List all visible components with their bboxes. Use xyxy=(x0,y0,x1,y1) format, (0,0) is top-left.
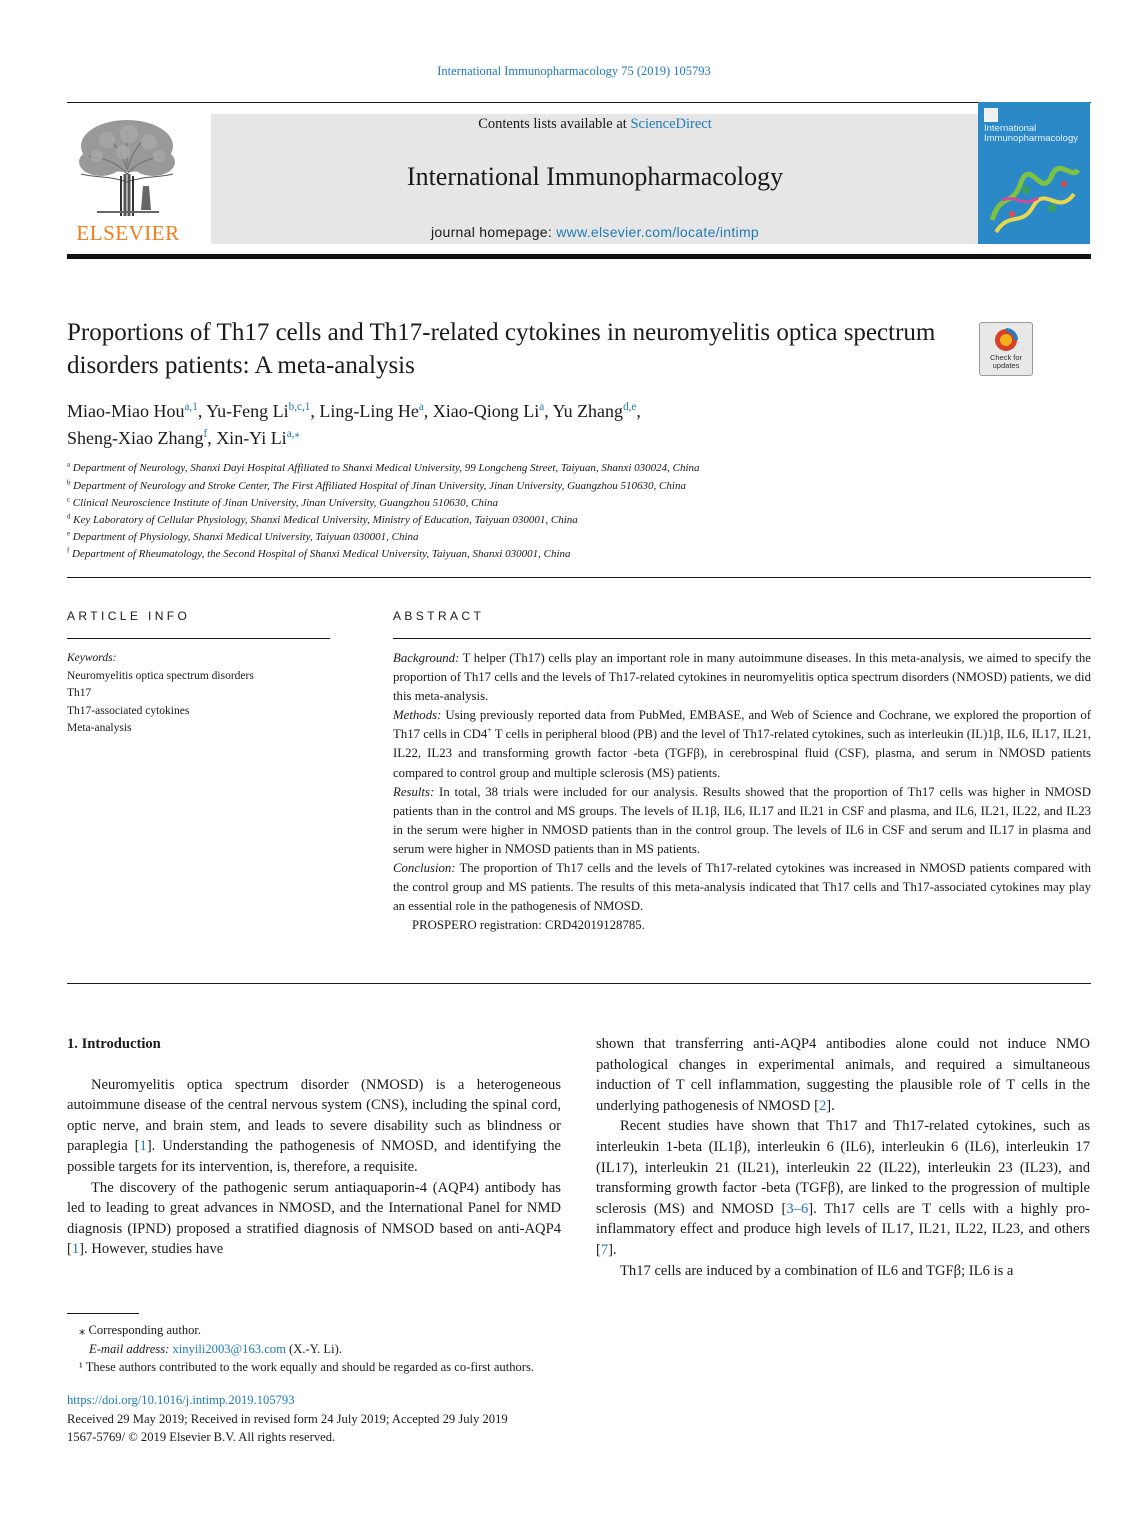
article-meta xyxy=(67,1391,1067,1447)
cover-title-line1: International xyxy=(984,123,1037,134)
journal-homepage-line xyxy=(211,224,979,240)
body-paragraph xyxy=(596,1116,1090,1260)
homepage-link[interactable]: www.elsevier.com/locate/intimp xyxy=(556,224,759,240)
introduction-heading: 1. Introduction xyxy=(67,1036,161,1052)
header-thick-rule xyxy=(67,254,1091,259)
sciencedirect-link[interactable]: ScienceDirect xyxy=(630,116,712,132)
check-updates-icon xyxy=(993,327,1019,353)
affiliation-text: Clinical Neuroscience Institute of Jinan University, Jinan University, Guangzhou 510630, China xyxy=(72,497,498,509)
author xyxy=(319,401,432,421)
affiliation-key: d xyxy=(67,513,71,521)
body-paragraph xyxy=(67,1178,561,1260)
body-left-column xyxy=(67,1034,561,1260)
author-name: Yu Zhang xyxy=(552,401,624,421)
author-affiliation-mark[interactable]: b,c,1 xyxy=(288,401,311,413)
methods-text-cont: T cells in peripheral blood (PB) and the level of Th17-related cytokines, such as interleukin (IL)1β, IL6, IL17, IL21, IL22, IL23 and transforming growth factor -beta (TGFβ), in cerebrospinal fluid (CSF), plasma, and serum in NMOSD patients compared to control group and multiple sclerosis (MS) patients. xyxy=(393,727,1091,780)
check-updates-label xyxy=(980,354,1032,370)
paragraph-text: ]. However, studies have xyxy=(79,1241,224,1258)
author-name: Miao-Miao Hou xyxy=(67,401,185,421)
affiliation-text: Department of Rheumatology, the Second Hospital of Shanxi Medical University, Taiyuan, Shanxi 030001, China xyxy=(72,548,571,560)
footnotes xyxy=(67,1321,1067,1377)
body-right-column xyxy=(596,1034,1090,1281)
author xyxy=(216,428,300,448)
methods-superscript: + xyxy=(487,726,492,736)
abstract-end-rule xyxy=(67,983,1091,984)
abstract-methods xyxy=(393,706,1091,782)
author-affiliation-mark[interactable]: a,1 xyxy=(184,401,198,413)
corresponding-author-note: ⁎ Corresponding author. xyxy=(79,1323,202,1337)
author-separator: , xyxy=(310,401,320,421)
affiliation-text: Department of Neurology, Shanxi Dayi Hospital Affiliated to Shanxi Medical University, 99 Longcheng Street, Taiyuan, Shanxi 030024, China xyxy=(72,462,700,474)
author-name: Ling-Ling He xyxy=(319,401,419,421)
paragraph-text: ]. Th17 cells are T cells with a highly pro-inflammatory effect and produce high levels of IL17, IL21, IL22, IL23, and others [ xyxy=(596,1200,1091,1258)
keywords-block xyxy=(67,650,330,738)
affiliation-key: f xyxy=(67,547,70,555)
paragraph-text: Recent studies have shown that Th17 and Th17-related cytokines, such as interleukin 1-beta (IL1β), interleukin 6 (IL6), interleukin 6 (IL6), interleukin 17 (IL17), interleukin 21 (IL21), interleukin 22 (IL22), interleukin 23 (IL23), and transforming growth factor -beta (TGFβ), are linked to the progression of multiple sclerosis (MS) and NMOSD [ xyxy=(596,1118,1090,1217)
check-for-updates-button[interactable] xyxy=(979,322,1033,376)
paragraph-text: ]. Understanding the pathogenesis of NMOSD, and identifying the possible targets for its intervention, is, therefore, a requisite. xyxy=(67,1138,561,1175)
elsevier-tree-icon xyxy=(67,112,189,218)
author-list xyxy=(67,398,967,452)
header-rule xyxy=(67,102,1091,103)
email-note xyxy=(67,1340,1067,1359)
paragraph-text: shown that transferring anti-AQP4 antibodies alone could not induce NMO pathological changes in experimental animals, and required a simultaneous induction of T cell inflammation, suggesting the plausible role of T cells in the underlying pathogenesis of NMOSD [ xyxy=(596,1036,1090,1114)
affiliation-key: a xyxy=(67,461,71,469)
email-suffix: (X.-Y. Li). xyxy=(285,1341,342,1356)
author-affiliation-mark[interactable]: f xyxy=(203,428,208,440)
abstract-rule xyxy=(393,638,1091,639)
abstract-background xyxy=(393,649,1091,706)
methods-label: Methods: xyxy=(393,708,442,723)
reference-link[interactable]: 1 xyxy=(139,1138,147,1155)
conclusion-text: The proportion of Th17 cells and the levels of Th17-related cytokines was increased in NMOSD patients compared with the control group and MS patients. The results of this meta-analysis indicated that Th17 cells and Th17-associated cytokines may play an essential role in the pathogenesis of NMOSD. xyxy=(393,861,1091,914)
journal-cover-image xyxy=(978,102,1090,244)
journal-citation[interactable]: International Immunopharmacology 75 (2019) 105793 xyxy=(437,64,711,78)
affiliation xyxy=(67,547,1067,561)
author xyxy=(433,401,553,421)
cover-title-line2: Immunopharmacology xyxy=(984,133,1078,144)
publisher-name: ELSEVIER xyxy=(76,221,180,245)
background-text: T helper (Th17) cells play an important role in many autoimmune diseases. In this meta-analysis, we aimed to specify the proportion of Th17 cells and the levels of Th17-related cytokines in neuromyelitis optica spectrum disorders (NMOSD) patients, we did this meta-analysis. xyxy=(393,651,1091,704)
reference-link[interactable]: 2 xyxy=(818,1097,827,1114)
abstract-body xyxy=(393,649,1091,935)
doi-link[interactable]: https://doi.org/10.1016/j.intimp.2019.105793 xyxy=(67,1393,295,1407)
affiliation-key: b xyxy=(67,479,71,487)
paragraph-text: ]. xyxy=(826,1097,835,1114)
keywords-label: Keywords: xyxy=(67,652,117,664)
affiliation xyxy=(67,461,1067,475)
reference-link[interactable]: 7 xyxy=(600,1241,609,1258)
author-separator: , xyxy=(544,401,553,421)
article-info-heading: ARTICLE INFO xyxy=(67,609,191,623)
keyword: Meta-analysis xyxy=(67,722,132,734)
contents-available-line xyxy=(211,116,979,133)
author-affiliation-mark[interactable]: a xyxy=(418,401,424,413)
keyword: Th17 xyxy=(67,687,92,699)
author-separator: , xyxy=(423,401,433,421)
abstract-conclusion xyxy=(393,859,1091,916)
prospero-registration: PROSPERO registration: CRD42019128785. xyxy=(412,918,645,933)
affiliation xyxy=(67,513,1067,527)
affiliation-text: Department of Neurology and Stroke Center, The First Affiliated Hospital of Jinan University, Jinan University, Guangzhou 510630, China xyxy=(73,480,686,492)
author-affiliation-mark[interactable]: a xyxy=(539,401,545,413)
results-label: Results: xyxy=(393,784,435,799)
author-affiliation-mark[interactable]: a,⁎ xyxy=(286,428,301,440)
cover-emblem-icon xyxy=(984,108,998,122)
affiliation-key: c xyxy=(67,496,71,504)
affiliation xyxy=(67,496,1067,510)
elsevier-logo xyxy=(67,112,189,246)
keyword: Neuromyelitis optica spectrum disorders xyxy=(67,669,254,682)
author-name: Sheng-Xiao Zhang xyxy=(67,428,204,448)
author-separator: , xyxy=(207,428,217,448)
conclusion-label: Conclusion: xyxy=(393,861,456,876)
author-separator: , xyxy=(197,401,207,421)
section-rule xyxy=(67,577,1091,578)
journal-masthead xyxy=(211,114,979,244)
email-label: E-mail address: xyxy=(89,1341,173,1356)
footnote-rule xyxy=(67,1313,139,1314)
contents-prefix: Contents lists available at xyxy=(478,116,631,132)
author xyxy=(67,401,206,421)
copyright-line: 1567-5769/ © 2019 Elsevier B.V. All rights reserved. xyxy=(67,1430,336,1444)
affiliation-text: Department of Physiology, Shanxi Medical University, Taiyuan 030001, China xyxy=(72,531,419,543)
article-title: Proportions of Th17 cells and Th17-related cytokines in neuromyelitis optica spectrum disorders patients: A meta-analysis xyxy=(67,319,936,379)
paragraph-text: The discovery of the pathogenic serum antiaquaporin-4 (AQP4) antibody has led to leading to great advances in NMOSD, and the International Panel for NMD diagnosis (IPND) proposed a stratified diagnosis of NMSOD based on anti-AQP4 [ xyxy=(67,1179,561,1258)
paragraph-text: Neuromyelitis optica spectrum disorder (NMOSD) is a heterogeneous autoimmune disease of the central nervous system (CNS), including the spinal cord, optic nerve, and brain stem, and leads to severe disability such as blindness or paraplegia [ xyxy=(67,1076,561,1155)
protein-structure-icon xyxy=(982,150,1086,240)
author xyxy=(206,401,319,421)
affiliation xyxy=(67,479,1067,493)
author-name: Xin-Yi Li xyxy=(216,428,287,448)
abstract-results xyxy=(393,783,1091,859)
co-first-author-note: ¹ These authors contributed to the work equally and should be regarded as co-first authors. xyxy=(79,1360,535,1374)
cover-title xyxy=(984,124,1078,144)
author-name: Yu-Feng Li xyxy=(206,401,289,421)
received-dates: Received 29 May 2019; Received in revised form 24 July 2019; Accepted 29 July 2019 xyxy=(67,1411,508,1426)
body-paragraph: Th17 cells are induced by a combination of IL6 and TGFβ; IL6 is a xyxy=(620,1262,1014,1279)
results-text: In total, 38 trials were included for our analysis. Results showed that the proportion of Th17 cells was higher in NMOSD patients than in the control and MS groups. The levels of IL1β, IL6, IL17 and IL21 in CSF and plasma, and IL6, IL21, IL22, and IL23 in the serum were higher in NMOSD patients than in the control group. The levels of IL6 in CSF and serum and IL17 in plasma and serum were higher in NMOSD patients than in MS patients. xyxy=(393,784,1091,856)
author-separator: , xyxy=(636,401,641,421)
article-info-rule xyxy=(67,638,330,639)
homepage-prefix: journal homepage: xyxy=(430,224,557,240)
author-name: Xiao-Qiong Li xyxy=(432,401,540,421)
affiliation xyxy=(67,530,1067,544)
email-link[interactable]: xinyili2003@163.com xyxy=(172,1341,286,1356)
abstract-heading: ABSTRACT xyxy=(393,609,485,623)
methods-text: Using previously reported data from PubMed, EMBASE, and Web of Science and Cochrane, we explored the proportion of Th17 cells in CD4 xyxy=(393,708,1091,742)
check-updates-line1: Check for xyxy=(989,353,1023,362)
reference-link[interactable]: 3–6 xyxy=(786,1200,809,1217)
author-affiliation-mark[interactable]: d,e xyxy=(623,401,637,413)
body-paragraph xyxy=(596,1034,1090,1116)
reference-link[interactable]: 1 xyxy=(71,1241,80,1258)
affiliation-key: e xyxy=(67,530,71,538)
affiliation-text: Key Laboratory of Cellular Physiology, Shanxi Medical University, Ministry of Education, Taiyuan 030001, China xyxy=(73,514,578,526)
keyword: Th17-associated cytokines xyxy=(67,704,190,717)
body-paragraph xyxy=(67,1075,561,1178)
check-updates-line2: updates xyxy=(992,361,1020,370)
author xyxy=(67,428,216,448)
background-label: Background: xyxy=(393,651,460,665)
journal-name: International Immunopharmacology xyxy=(406,162,784,191)
author xyxy=(553,401,641,421)
paragraph-text: ]. xyxy=(608,1241,617,1258)
